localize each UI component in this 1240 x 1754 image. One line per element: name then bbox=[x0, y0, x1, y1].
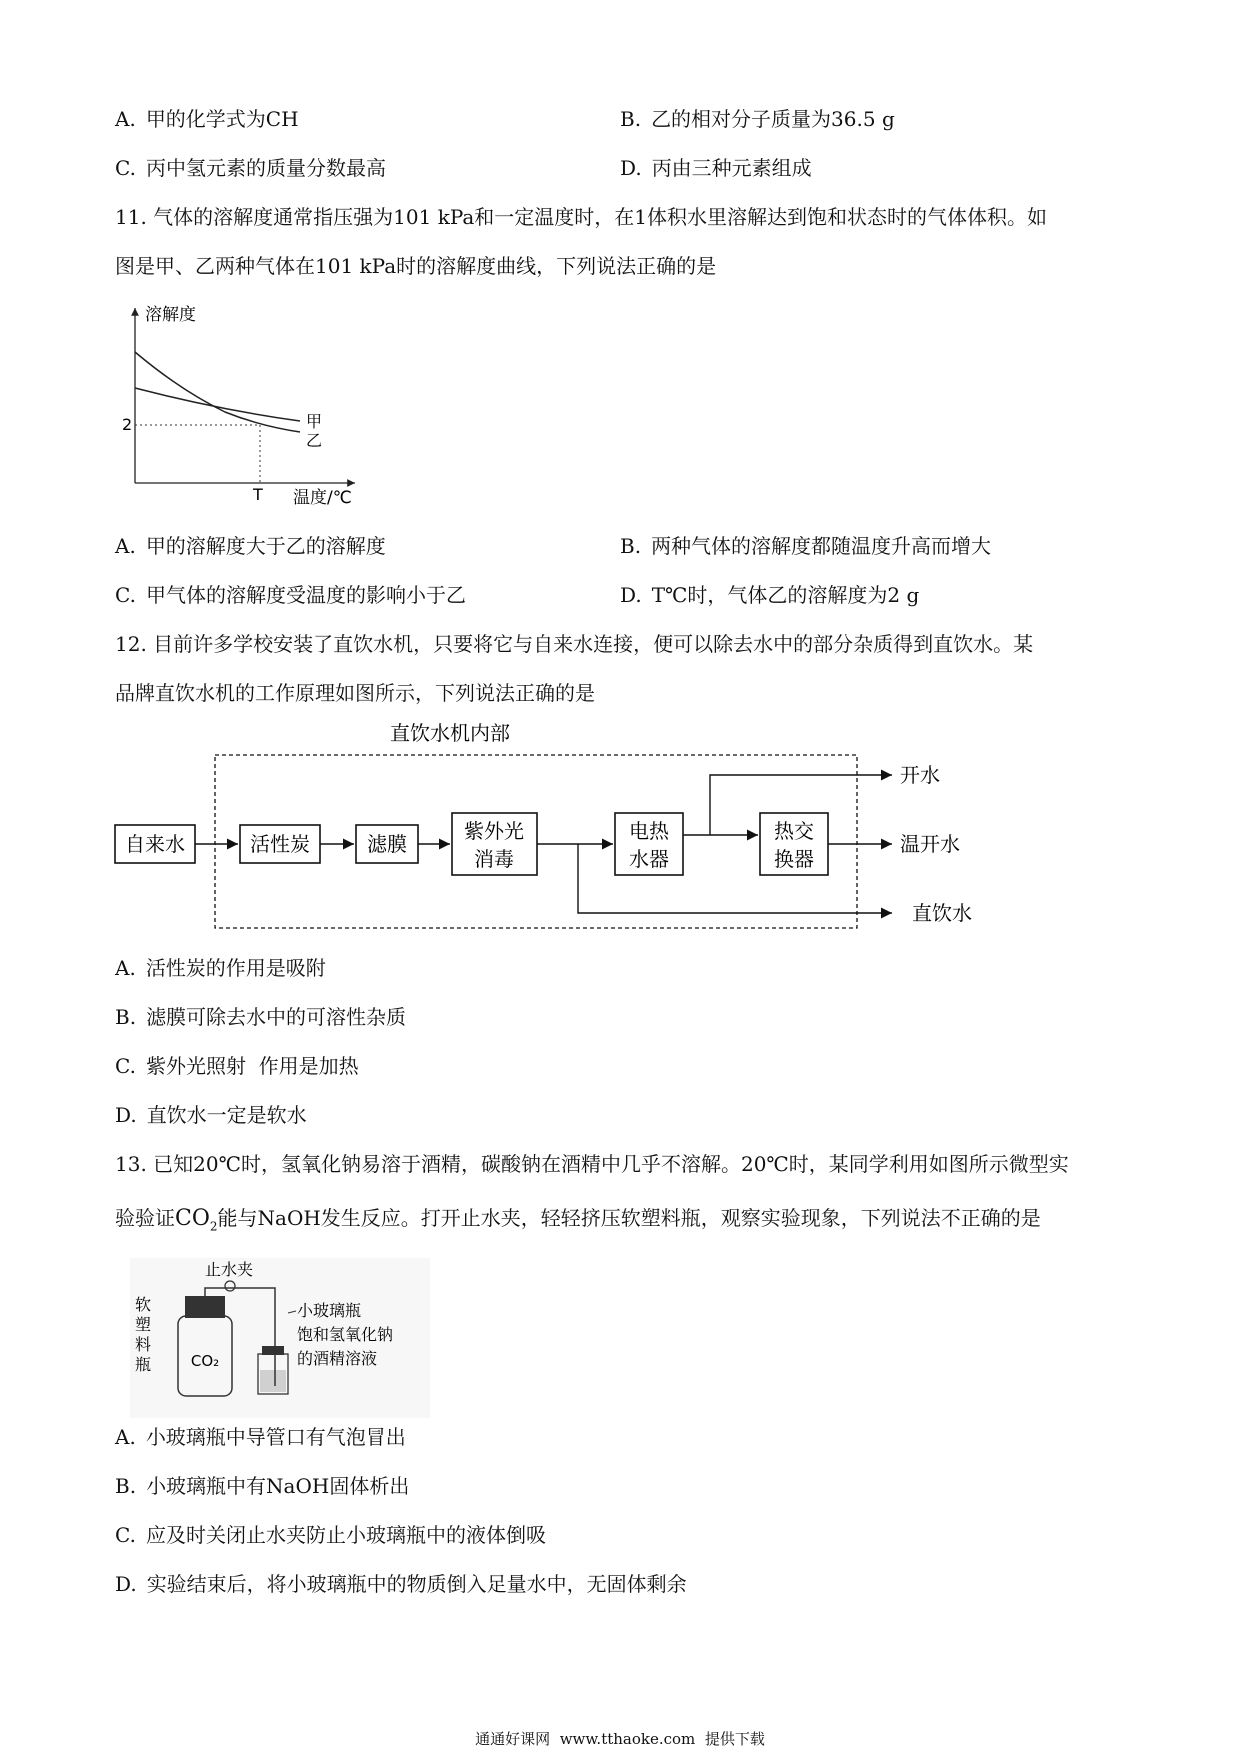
option-letter: C. bbox=[115, 583, 136, 607]
soft-bottle-label-2: 塑 bbox=[135, 1315, 152, 1334]
x-axis-label: 温度/℃ bbox=[293, 488, 352, 508]
diagram-title: 直饮水机内部 bbox=[390, 721, 510, 745]
bottle-stopper bbox=[185, 1296, 225, 1318]
co2-formula bbox=[175, 1206, 218, 1234]
q12-stem-line1: 12. 目前许多学校安装了直饮水机，只要将它与自来水连接，便可以除去水中的部分杂质得到直饮水。某 bbox=[115, 632, 1034, 656]
q13-stem-line1: 13. 已知20℃时，氢氧化钠易溶于酒精，碳酸钠在酒精中几乎不溶解。20℃时，某同学利用如图所示微型实 bbox=[115, 1152, 1069, 1176]
q13-option-d bbox=[115, 1571, 687, 1597]
option-letter: C. bbox=[115, 1523, 136, 1547]
y-axis-label: 溶解度 bbox=[145, 305, 196, 325]
option-letter: C. bbox=[115, 156, 136, 180]
soft-bottle-label-4: 瓶 bbox=[135, 1355, 152, 1374]
option-letter: A. bbox=[115, 107, 136, 131]
option-text: 活性炭的作用是吸附 bbox=[145, 956, 326, 980]
option-text: 乙的相对分子质量为36.5 g bbox=[651, 107, 895, 131]
q12-stem-line2: 品牌直饮水机的工作原理如图所示，下列说法正确的是 bbox=[115, 681, 595, 705]
option-letter: A. bbox=[115, 534, 136, 558]
option-text: 小玻璃瓶中导管口有气泡冒出 bbox=[145, 1425, 406, 1449]
q13-option-a bbox=[115, 1424, 406, 1450]
output-boiled-water: 开水 bbox=[900, 763, 940, 787]
output-warm-water: 温开水 bbox=[900, 832, 960, 856]
small-bottle-stopper bbox=[262, 1346, 284, 1355]
option-letter: C. bbox=[115, 1054, 136, 1078]
q12-option-b bbox=[115, 1004, 406, 1030]
q12-option-c bbox=[115, 1053, 359, 1079]
q11-option-d bbox=[620, 582, 919, 608]
uv-label-line1: 紫外光 bbox=[464, 819, 524, 843]
q10-option-b bbox=[620, 106, 895, 132]
option-text: 丙由三种元素组成 bbox=[651, 156, 812, 180]
co2-subscript: 2 bbox=[209, 1219, 218, 1234]
co2-text: CO bbox=[175, 1206, 210, 1231]
option-text: 甲的溶解度大于乙的溶解度 bbox=[145, 534, 386, 558]
q13-option-b bbox=[115, 1473, 409, 1499]
q10-option-d bbox=[620, 155, 812, 181]
option-letter: D. bbox=[620, 156, 642, 180]
option-letter: B. bbox=[115, 1005, 137, 1029]
soft-bottle-label-1: 软 bbox=[135, 1295, 152, 1314]
small-bottle-label: 小玻璃瓶 bbox=[297, 1301, 362, 1320]
option-letter: A. bbox=[115, 956, 136, 980]
option-text: 小玻璃瓶中有NaOH固体析出 bbox=[146, 1474, 410, 1498]
option-letter: B. bbox=[620, 107, 642, 131]
exchanger-label-line1: 热交 bbox=[774, 819, 814, 843]
option-text: 直饮水一定是软水 bbox=[146, 1103, 307, 1127]
exchanger-label-line2: 换器 bbox=[774, 847, 814, 871]
co2-apparatus-figure bbox=[130, 1258, 430, 1418]
option-text: T℃时，气体乙的溶解度为2 g bbox=[651, 583, 920, 607]
option-text: 实验结束后，将小玻璃瓶中的物质倒入足量水中，无固体剩余 bbox=[146, 1572, 687, 1596]
solution-label-line1: 饱和氢氧化钠 bbox=[297, 1325, 394, 1344]
tap-water-label: 自来水 bbox=[125, 832, 185, 856]
option-letter: B. bbox=[620, 534, 642, 558]
filter-membrane-label: 滤膜 bbox=[367, 832, 407, 856]
option-text: 应及时关闭止水夹防止小玻璃瓶中的液体倒吸 bbox=[145, 1523, 546, 1547]
option-text: 甲的化学式为CH bbox=[145, 107, 299, 131]
clamp-label: 止水夹 bbox=[205, 1260, 254, 1279]
q12-option-d bbox=[115, 1102, 307, 1128]
option-letter: D. bbox=[115, 1572, 137, 1596]
option-letter: D. bbox=[620, 583, 642, 607]
solubility-graph bbox=[110, 300, 370, 512]
activated-carbon-label: 活性炭 bbox=[250, 832, 310, 856]
q13-option-c bbox=[115, 1522, 546, 1548]
q11-option-a bbox=[115, 533, 386, 559]
stem-text: 能与NaOH发生反应。打开止水夹，轻轻挤压软塑料瓶，观察实验现象，下列说法不正确的是 bbox=[217, 1206, 1041, 1230]
q11-option-c bbox=[115, 582, 466, 608]
series-label-jia: 甲 bbox=[306, 412, 323, 431]
stem-text: 验验证 bbox=[115, 1206, 175, 1230]
option-letter: D. bbox=[115, 1103, 137, 1127]
page-footer: 通通好课网 www.tthaoke.com 提供下载 bbox=[475, 1730, 765, 1748]
option-letter: A. bbox=[115, 1425, 136, 1449]
option-text: 两种气体的溶解度都随温度升高而增大 bbox=[651, 534, 992, 558]
q11-stem-line2: 图是甲、乙两种气体在101 kPa时的溶解度曲线，下列说法正确的是 bbox=[115, 254, 717, 278]
q11-stem-line1: 11. 气体的溶解度通常指压强为101 kPa和一定温度时，在1体积水里溶解达到饱和状态时的气体体积。如 bbox=[115, 205, 1048, 229]
option-text: 甲气体的溶解度受温度的影响小于乙 bbox=[145, 583, 466, 607]
y-tick-label: 2 bbox=[122, 415, 133, 434]
arrow-to-direct-water bbox=[578, 844, 892, 913]
naoh-ethanol-solution bbox=[260, 1370, 286, 1392]
option-text: 丙中氢元素的质量分数最高 bbox=[145, 156, 386, 180]
co2-gas-label: CO₂ bbox=[190, 1352, 220, 1370]
series-label-yi: 乙 bbox=[306, 431, 323, 450]
x-tick-label: T bbox=[253, 485, 263, 504]
curve-jia bbox=[135, 352, 300, 432]
q11-option-b bbox=[620, 533, 991, 559]
option-text: 紫外光照射 作用是加热 bbox=[145, 1054, 359, 1078]
solution-label-line2: 的酒精溶液 bbox=[297, 1349, 378, 1368]
heater-label-line2: 水器 bbox=[629, 847, 669, 871]
q12-option-a bbox=[115, 955, 326, 981]
uv-label-line2: 消毒 bbox=[474, 847, 514, 871]
curve-yi bbox=[135, 388, 300, 421]
q13-stem-line2 bbox=[115, 1205, 1041, 1239]
heater-label-line1: 电热 bbox=[629, 819, 669, 843]
water-dispenser-diagram bbox=[100, 715, 1000, 935]
output-direct-water: 直饮水 bbox=[912, 901, 972, 925]
soft-bottle-label-3: 料 bbox=[135, 1335, 152, 1354]
option-text: 滤膜可除去水中的可溶性杂质 bbox=[146, 1005, 407, 1029]
q10-option-c bbox=[115, 155, 386, 181]
option-letter: B. bbox=[115, 1474, 137, 1498]
q10-option-a bbox=[115, 106, 299, 132]
